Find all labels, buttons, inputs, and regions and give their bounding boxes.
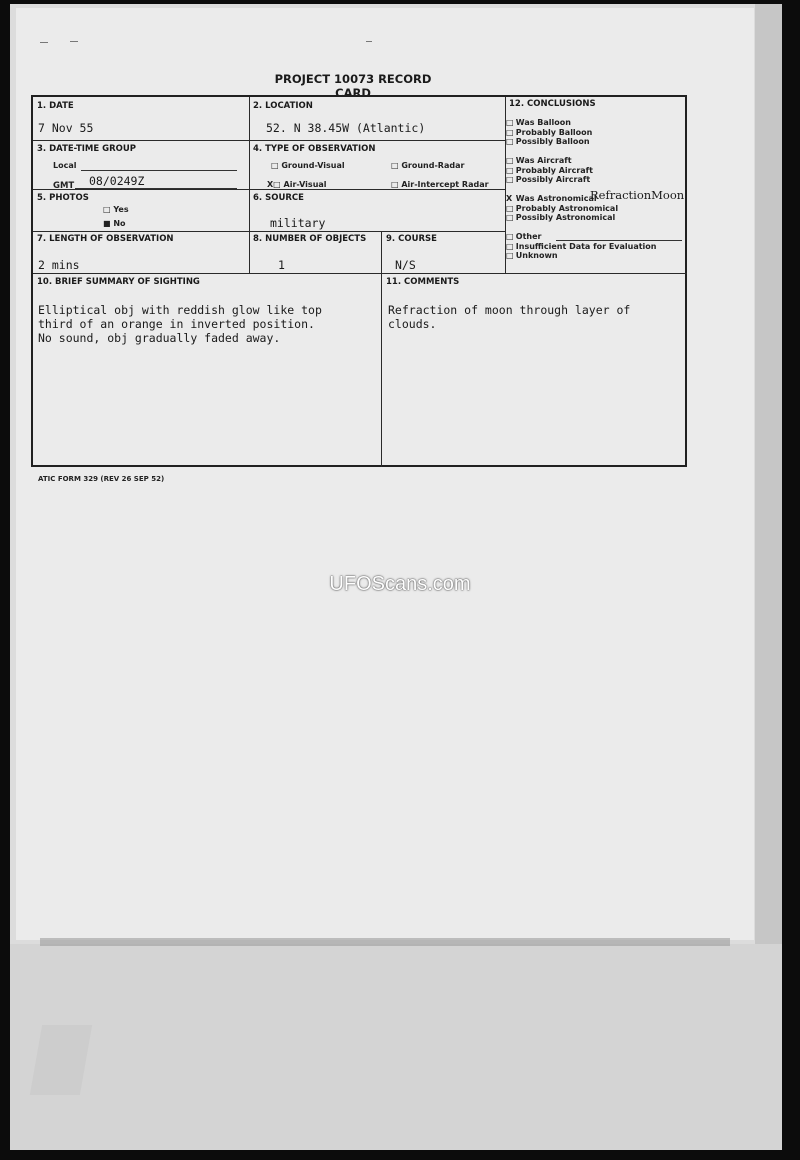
length-label: 7. LENGTH OF OBSERVATION [37,234,174,244]
photos-no: ■ No [103,219,126,228]
summary-line: Elliptical obj with reddish glow like top [38,303,322,317]
course-value: N/S [395,258,416,272]
conclusion-item: □ Was Balloon [506,118,571,127]
comments-label: 11. COMMENTS [386,277,460,287]
conclusions-label: 12. CONCLUSIONS [509,99,596,109]
form-id: ATIC FORM 329 (REV 26 SEP 52) [38,475,165,483]
datetime-label: 3. DATE-TIME GROUP [37,144,137,154]
objects-value: 1 [278,258,285,272]
comments-line: clouds. [388,317,437,331]
conclusion-item: X Was Astronomical [506,194,597,203]
watermark: UFOScans.com [329,573,471,595]
conclusions-other-group [506,232,657,261]
page-shadow [40,938,730,946]
summary-line: No sound, obj gradually faded away. [38,331,281,345]
conclusion-item: □ Possibly Balloon [506,137,590,146]
conclusion-item: □ Possibly Aircraft [506,175,591,184]
date-label: 1. DATE [37,101,74,111]
course-label: 9. COURSE [386,234,437,244]
photos-yes: □ Yes [103,205,129,214]
card-title: PROJECT 10073 RECORD CARD [274,72,432,100]
conclusion-overlay-text: RefractionMoon [590,188,685,202]
gmt-value: 08/0249Z [89,174,145,188]
scan-edge [755,4,782,944]
conclusion-item: □ Probably Balloon [506,127,593,137]
conclusion-item: □ Was Aircraft [506,156,572,165]
scan-lower-area [10,944,782,1150]
conclusion-item: □ Other [506,232,542,241]
observation-ground-radar: □ Ground-Radar [391,161,465,170]
conclusion-item: □ Probably Aircraft [506,165,593,175]
conclusions-balloon-group [506,118,592,147]
summary-label: 10. BRIEF SUMMARY OF SIGHTING [37,277,200,287]
conclusion-item: □ Insufficient Data for Evaluation [506,241,657,251]
location-label: 2. LOCATION [253,101,313,111]
comments-line: Refraction of moon through layer of [388,303,631,317]
conclusion-item: □ Possibly Astronomical [506,213,616,222]
summary-line: third of an orange in inverted position. [38,317,315,331]
conclusions-aircraft-group [506,156,593,185]
observation-air-intercept-radar: □ Air-Intercept Radar [391,180,489,189]
photos-label: 5. PHOTOS [37,193,89,203]
length-value: 2 mins [38,258,80,272]
objects-label: 8. NUMBER OF OBJECTS [253,234,367,244]
conclusion-item: □ Unknown [506,251,558,260]
observation-type-label: 4. TYPE OF OBSERVATION [253,144,376,154]
location-value: 52. N 38.45W (Atlantic) [266,121,426,135]
observation-air-visual: X□ Air-Visual [267,180,327,189]
source-value: military [270,216,326,230]
record-card [31,95,687,467]
observation-ground-visual: □ Ground-Visual [271,161,345,170]
gmt-label: GMT [53,181,75,191]
conclusion-item: □ Probably Astronomical [506,203,619,213]
local-label: Local [53,161,77,170]
date-value: 7 Nov 55 [38,121,94,135]
source-label: 6. SOURCE [253,193,304,203]
